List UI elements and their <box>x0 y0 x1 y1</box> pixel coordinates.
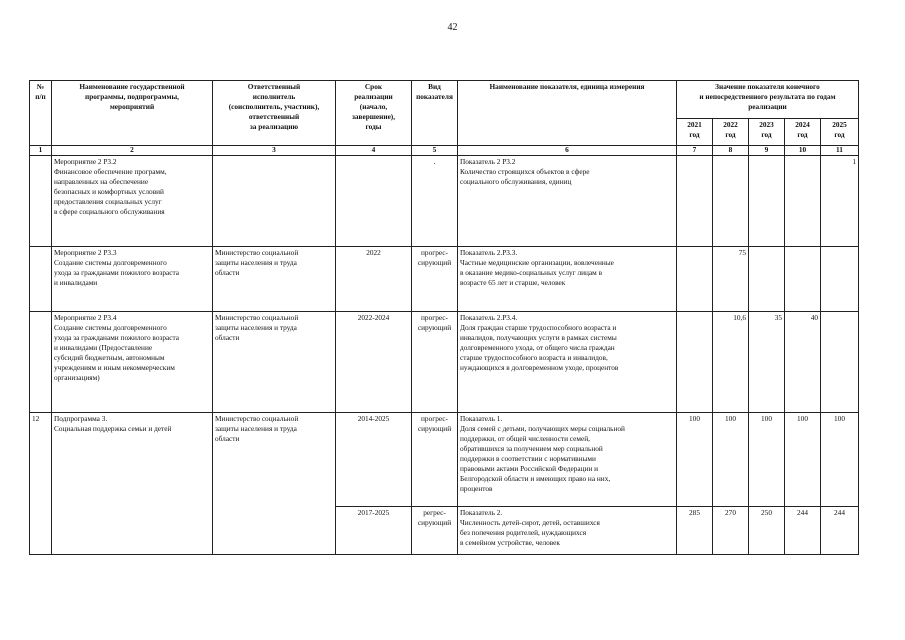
cell-value-2024: 100 <box>785 413 821 507</box>
cell-value-2023: 35 <box>749 312 785 413</box>
cell-value-2025 <box>821 247 859 312</box>
cell-executor: Министерство социальной защиты населения и труда области <box>213 413 336 555</box>
column-number: 1 <box>30 146 52 156</box>
cell-type: . <box>412 156 458 247</box>
column-number: 2 <box>52 146 213 156</box>
cell-executor <box>213 156 336 247</box>
cell-no <box>30 247 52 312</box>
cell-indicator: Показатель 1. Доля семей с детьми, получающих меры социальной поддержки, от общей численности семей, обратившихся за получением мер социальной поддержки в соответствии с нормативными правовыми актами Российской Федерации и Белгородской области и имеющих право на них, процентов <box>458 413 677 507</box>
cell-value-2023: 250 <box>749 507 785 555</box>
cell-type: прогрес- сирующий <box>412 413 458 507</box>
cell-term: 2022-2024 <box>336 312 412 413</box>
column-number: 3 <box>213 146 336 156</box>
header-year-2025: 2025 год <box>821 119 859 146</box>
page-number: 42 <box>447 22 458 33</box>
cell-term <box>336 156 412 247</box>
cell-value-2022: 270 <box>713 507 749 555</box>
cell-name: Мероприятие 2 Р3.3 Создание системы долговременного ухода за гражданами пожилого возраста и инвалидами <box>52 247 213 312</box>
indicators-table <box>29 80 859 555</box>
table-row <box>30 312 859 413</box>
column-number: 7 <box>677 146 713 156</box>
column-number: 11 <box>821 146 859 156</box>
header-executor: Ответственный исполнитель (соисполнитель, участник), ответственный за реализацию <box>213 81 336 146</box>
header-year-2023: 2023 год <box>749 119 785 146</box>
cell-value-2021 <box>677 312 713 413</box>
column-number: 5 <box>412 146 458 156</box>
column-number: 10 <box>785 146 821 156</box>
cell-value-2023: 100 <box>749 413 785 507</box>
table-row <box>30 156 859 247</box>
cell-no <box>30 312 52 413</box>
cell-executor: Министерство социальной защиты населения и труда области <box>213 312 336 413</box>
column-number: 8 <box>713 146 749 156</box>
cell-indicator: Показатель 2.Р3.3. Частные медицинские организации, вовлеченные в оказание медико-социальных услуг лицам в возрасте 65 лет и старше, человек <box>458 247 677 312</box>
cell-value-2021: 285 <box>677 507 713 555</box>
cell-value-2025: 1 <box>821 156 859 247</box>
cell-indicator: Показатель 2.Р3.4. Доля граждан старше трудоспособного возраста и инвалидов, получающих услуги в рамках системы долговременного ухода, от общего числа граждан старше трудоспособного возраста и инвалидов, нуждающихся в долговременном уходе, процентов <box>458 312 677 413</box>
cell-term: 2017-2025 <box>336 507 412 555</box>
cell-term: 2022 <box>336 247 412 312</box>
header-type: Вид показателя <box>412 81 458 146</box>
cell-value-2024: 40 <box>785 312 821 413</box>
cell-value-2023 <box>749 156 785 247</box>
cell-type: прогрес- сирующий <box>412 247 458 312</box>
column-number: 6 <box>458 146 677 156</box>
cell-value-2022: 75 <box>713 247 749 312</box>
cell-value-2021 <box>677 247 713 312</box>
cell-value-2022: 100 <box>713 413 749 507</box>
cell-indicator: Показатель 2. Численность детей-сирот, детей, оставшихся без попечения родителей, нуждающихся в семейном устройстве, человек <box>458 507 677 555</box>
cell-value-2025: 244 <box>821 507 859 555</box>
table-row <box>30 413 859 507</box>
cell-type: прогрес- сирующий <box>412 312 458 413</box>
cell-value-2024: 244 <box>785 507 821 555</box>
header-values: Значение показателя конечного и непосредственного результата по годам реализации <box>677 81 859 119</box>
cell-no <box>30 156 52 247</box>
header-name: Наименование государственной программы, подпрограммы, мероприятий <box>52 81 213 146</box>
cell-name: Подпрограмма 3. Социальная поддержка семьи и детей <box>52 413 213 555</box>
header-year-2022: 2022 год <box>713 119 749 146</box>
cell-value-2024 <box>785 156 821 247</box>
header-year-2021: 2021 год <box>677 119 713 146</box>
cell-indicator: Показатель 2 Р3.2 Количество строящихся объектов в сфере социального обслуживания, единиц <box>458 156 677 247</box>
header-no: № п/п <box>30 81 52 146</box>
cell-value-2022 <box>713 156 749 247</box>
cell-executor: Министерство социальной защиты населения и труда области <box>213 247 336 312</box>
cell-value-2023 <box>749 247 785 312</box>
cell-value-2025: 100 <box>821 413 859 507</box>
table-row <box>30 247 859 312</box>
header-term: Срок реализации (начало, завершение), годы <box>336 81 412 146</box>
column-number: 9 <box>749 146 785 156</box>
cell-no: 12 <box>30 413 52 555</box>
cell-value-2022: 10,6 <box>713 312 749 413</box>
cell-value-2021 <box>677 156 713 247</box>
cell-value-2024 <box>785 247 821 312</box>
cell-name: Мероприятие 2 Р3.2 Финансовое обеспечение программ, направленных на обеспечение безопасных и комфортных условий предоставления социальных услуг в сфере социального обслуживания <box>52 156 213 247</box>
column-number: 4 <box>336 146 412 156</box>
cell-name: Мероприятие 2 Р3.4 Создание системы долговременного ухода за гражданами пожилого возраста и инвалидами (Предоставление субсидий бюджетным, автономным учреждениям и иным некоммерческим организациям) <box>52 312 213 413</box>
cell-type: регрес- сирующий <box>412 507 458 555</box>
cell-value-2025 <box>821 312 859 413</box>
header-indicator: Наименование показателя, единица измерения <box>458 81 677 146</box>
cell-term: 2014-2025 <box>336 413 412 507</box>
header-year-2024: 2024 год <box>785 119 821 146</box>
cell-value-2021: 100 <box>677 413 713 507</box>
